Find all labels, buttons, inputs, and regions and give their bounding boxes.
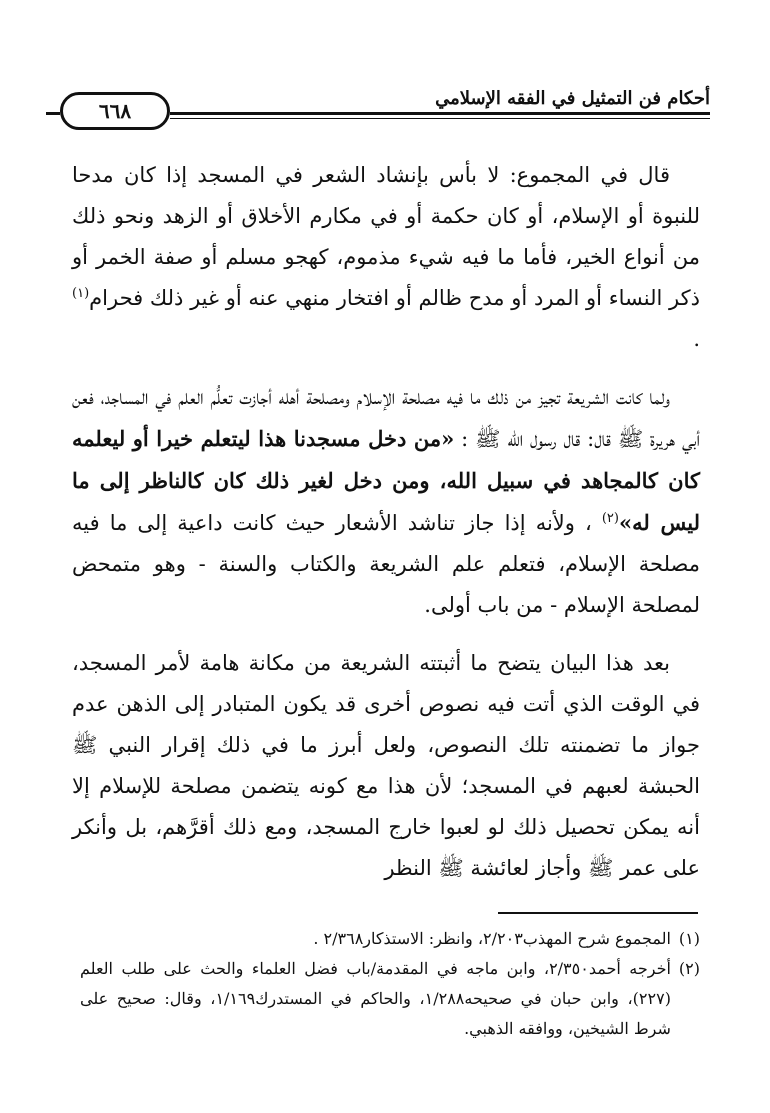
footnote-text: المجموع شرح المهذب٢/٢٠٣، وانظر: الاستذكار٢/٣٦٨ . bbox=[313, 929, 671, 948]
paragraph bbox=[72, 377, 700, 626]
page-number: ٦٦٨ bbox=[60, 92, 170, 130]
hadith-quote: «من دخل مسجدنا هذا ليتعلم خيرا أو ليعلمه كان كالمجاهد في سبيل الله، ومن دخل لغير ذلك كان كالناظر إلى ما ليس له» bbox=[72, 426, 700, 535]
book-title: أحكام فن التمثيل في الفقه الإسلامي bbox=[435, 88, 710, 109]
paragraph: قال في المجموع: لا بأس بإنشاد الشعر في المسجد إذا كان مدحا للنبوة أو الإسلام، أو كان حكمة أو في مكارم الأخلاق أو الزهد ونحو ذلك من أنواع الخير، فأما ما فيه شيء مذموم، كهجو مسلم أو صفة الخمر أو ذكر النساء أو المرد أو مدح ظالم أو افتخار منهي عنه أو غير ذلك فحرام$^{(١)}$ . bbox=[72, 163, 700, 351]
paragraph bbox=[72, 643, 700, 889]
footnote bbox=[80, 924, 700, 954]
paragraph-text: ولما كانت الشريعة تجيز من ذلك ما فيه مصلحة الإسلام ومصلحة أهله أجازت تعلُّم العلم في المساجد، فعن أبي هريرة ﷺ قال: قال رسول الله ﷺ : bbox=[72, 385, 700, 451]
paragraph-text: قال في المجموع: لا بأس بإنشاد الشعر في المسجد إذا كان مدحا للنبوة أو الإسلام، أو كان حكمة أو في مكارم الأخلاق أو الزهد ونحو ذلك من أنواع الخير، فأما ما فيه شيء مذموم، كهجو مسلم أو صفة الخمر أو ذكر النساء أو المرد أو مدح ظالم أو افتخار منهي عنه أو غير ذلك فحرام bbox=[72, 163, 700, 310]
page-header bbox=[60, 88, 710, 132]
footnote-number: (١) bbox=[678, 929, 700, 948]
header-rule bbox=[170, 112, 710, 115]
header-rule-thin bbox=[170, 118, 710, 119]
footnote-text: أخرجه أحمد٢/٣٥٠، وابن ماجه في المقدمة/باب فضل العلماء والحث على طلب العلم (٢٢٧)، وابن حبان في صحيحه١/٢٨٨، والحاكم في المستدرك١/١٦٩، وقال: صحيح على شرط الشيخين، ووافقه الذهبي. bbox=[80, 959, 671, 1038]
paragraph-text: ، ولأنه إذا جاز تناشد الأشعار حيث كانت داعية إلى ما فيه مصلحة الإسلام، فتعلم علم الشريعة والكتاب والسنة - وهو متمحض لمصلحة الإسلام - من باب أولى. bbox=[72, 511, 700, 617]
footnotes bbox=[80, 924, 700, 1044]
footnote bbox=[80, 954, 700, 1044]
main-text bbox=[72, 155, 700, 906]
footnote-number: (٢) bbox=[678, 959, 700, 978]
footnote-ref: (٢) bbox=[601, 511, 619, 526]
paragraph-text: بعد هذا البيان يتضح ما أثبتته الشريعة من مكانة هامة لأمر المسجد، في الوقت الذي أتت فيه نصوص أخرى قد يكون المتبادر إلى الذهن عدم جواز ما تضمنته تلك النصوص، ولعل أبرز ما في ذلك إقرار النبي ﷺ الحبشة لعبهم في المسجد؛ لأن هذا مع كونه يتضمن مصلحة للإسلام إلا أنه يمكن تحصيل ذلك لو لعبوا خارج المسجد، ومع ذلك أقرَّهم، بل وأنكر على عمر ﷺ وأجاز لعائشة ﷺ النظر bbox=[72, 651, 700, 880]
footnote-ref: (١) bbox=[72, 286, 90, 301]
footnote-divider bbox=[498, 912, 698, 914]
header-rule-left bbox=[46, 112, 60, 115]
